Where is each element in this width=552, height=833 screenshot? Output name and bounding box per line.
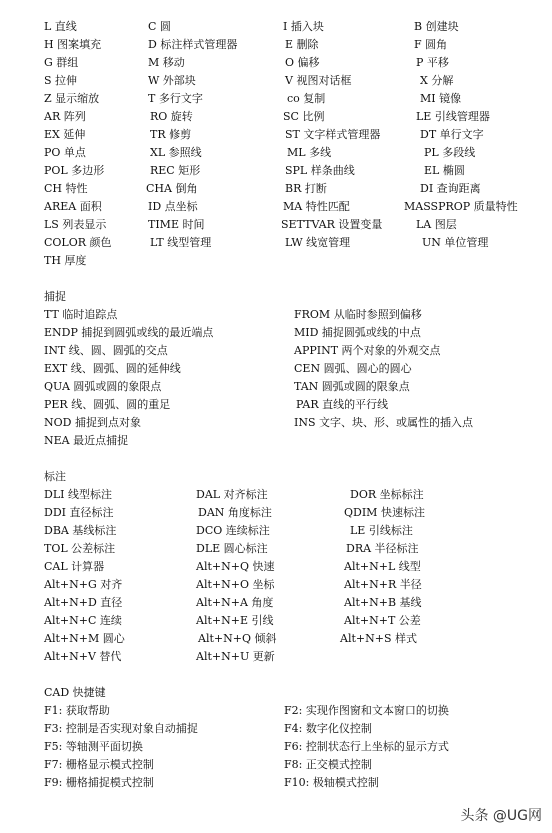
- command-item: CH 特性: [44, 182, 88, 195]
- command-item: B 创建块: [414, 20, 459, 33]
- command-item: TH 厚度: [44, 254, 87, 267]
- key-item: F1: 获取帮助: [44, 704, 110, 717]
- snap-item: APPINT 两个对象的外观交点: [294, 344, 441, 357]
- dim-item: TOL 公差标注: [44, 542, 116, 555]
- snap-item: ENDP 捕捉到圆弧或线的最近端点: [44, 326, 214, 339]
- snap-item: TT 临时追踪点: [44, 308, 118, 321]
- snap-item: TAN 圆弧或圆的限象点: [294, 380, 410, 393]
- command-item: P 平移: [416, 56, 449, 69]
- dim-item: Alt+N+T 公差: [344, 614, 421, 627]
- command-item: SC 比例: [283, 110, 325, 123]
- command-item: CHA 倒角: [146, 182, 198, 195]
- command-item: DI 查询距离: [420, 182, 481, 195]
- dim-item: Alt+N+G 对齐: [44, 578, 123, 591]
- command-item: G 群组: [44, 56, 79, 69]
- key-item: F7: 栅格显示模式控制: [44, 758, 154, 771]
- command-item: REC 矩形: [150, 164, 201, 177]
- command-item: ID 点坐标: [148, 200, 198, 213]
- command-item: M 移动: [148, 56, 185, 69]
- dim-item: Alt+N+V 替代: [44, 650, 122, 663]
- section-title-dimension: 标注: [44, 470, 66, 483]
- dim-item: DOR 坐标标注: [350, 488, 424, 501]
- snap-item: PAR 直线的平行线: [296, 398, 389, 411]
- dim-item: Alt+N+M 圆心: [44, 632, 125, 645]
- command-item: UN 单位管理: [422, 236, 489, 249]
- dim-item: Alt+N+D 直径: [44, 596, 123, 609]
- command-item: XL 参照线: [150, 146, 202, 159]
- command-item: F 圆角: [414, 38, 448, 51]
- command-item: S 拉伸: [44, 74, 78, 87]
- command-item: LA 图层: [416, 218, 457, 231]
- command-item: co 复制: [287, 92, 326, 105]
- key-item: F8: 正交模式控制: [284, 758, 372, 771]
- key-item: F9: 栅格捕捉模式控制: [44, 776, 154, 789]
- command-item: EX 延伸: [44, 128, 86, 141]
- command-item: PO 单点: [44, 146, 86, 159]
- command-item: COLOR 颜色: [44, 236, 112, 249]
- section-title-snap: 捕捉: [44, 290, 66, 303]
- command-item: TR 修剪: [150, 128, 192, 141]
- key-item: F10: 极轴模式控制: [284, 776, 379, 789]
- dim-item: Alt+N+C 连续: [44, 614, 122, 627]
- command-item: C 圆: [148, 20, 171, 33]
- snap-item: INS 文字、块、形、或属性的插入点: [294, 416, 474, 429]
- snap-item: FROM 从临时参照到偏移: [294, 308, 422, 321]
- snap-item: PER 线、圆弧、圆的重足: [44, 398, 171, 411]
- dim-item: Alt+N+O 坐标: [196, 578, 275, 591]
- key-item: F6: 控制状态行上坐标的显示方式: [284, 740, 449, 753]
- snap-item: EXT 线、圆弧、圆的延伸线: [44, 362, 181, 375]
- command-item: SETTVAR 设置变量: [281, 218, 383, 231]
- dim-item: DBA 基线标注: [44, 524, 117, 537]
- watermark: 头条 @UG网: [460, 808, 542, 824]
- command-item: LT 线型管理: [150, 236, 212, 249]
- command-item: LS 列表显示: [44, 218, 107, 231]
- command-item: V 视图对话框: [285, 74, 352, 87]
- dim-item: Alt+N+S 样式: [340, 632, 417, 645]
- command-item: E 删除: [285, 38, 319, 51]
- dim-item: Alt+N+R 半径: [344, 578, 422, 591]
- snap-item: NEA 最近点捕捉: [44, 434, 129, 447]
- dim-item: Alt+N+B 基线: [344, 596, 422, 609]
- command-item: L 直线: [44, 20, 77, 33]
- command-item: AR 阵列: [44, 110, 86, 123]
- command-item: LW 线宽管理: [285, 236, 351, 249]
- dim-item: CAL 计算器: [44, 560, 105, 573]
- dim-item: Alt+N+E 引线: [196, 614, 274, 627]
- key-item: F4: 数字化仪控制: [284, 722, 372, 735]
- dim-item: Alt+N+L 线型: [344, 560, 421, 573]
- command-item: H 图案填充: [44, 38, 102, 51]
- dim-item: DRA 半径标注: [346, 542, 419, 555]
- command-item: Z 显示缩放: [44, 92, 100, 105]
- command-item: W 外部块: [148, 74, 196, 87]
- dim-item: DLE 圆心标注: [196, 542, 268, 555]
- command-item: MASSPROP 质量特性: [404, 200, 518, 213]
- command-item: ML 多线: [287, 146, 332, 159]
- dim-item: Alt+N+U 更新: [196, 650, 275, 663]
- key-item: F3: 控制是否实现对象自动捕捉: [44, 722, 198, 735]
- dim-item: DAL 对齐标注: [196, 488, 268, 501]
- command-item: POL 多边形: [44, 164, 105, 177]
- section-title-function-keys: CAD 快捷键: [44, 686, 106, 699]
- command-item: I 插入块: [283, 20, 324, 33]
- dim-item: DDI 直径标注: [44, 506, 114, 519]
- dim-item: LE 引线标注: [350, 524, 413, 537]
- command-item: TIME 时间: [148, 218, 205, 231]
- dim-item: DLI 线型标注: [44, 488, 112, 501]
- command-item: X 分解: [420, 74, 454, 87]
- command-item: O 偏移: [285, 56, 320, 69]
- dim-item: DCO 连续标注: [196, 524, 270, 537]
- command-item: BR 打断: [285, 182, 327, 195]
- command-item: T 多行文字: [148, 92, 203, 105]
- snap-item: INT 线、圆、圆弧的交点: [44, 344, 168, 357]
- dim-item: Alt+N+Q 快速: [196, 560, 275, 573]
- command-item: PL 多段线: [424, 146, 476, 159]
- dim-item: QDIM 快速标注: [344, 506, 425, 519]
- command-item: SPL 样条曲线: [285, 164, 355, 177]
- snap-item: CEN 圆弧、圆心的圆心: [294, 362, 412, 375]
- dim-item: Alt+N+A 角度: [196, 596, 274, 609]
- command-item: AREA 面积: [44, 200, 102, 213]
- command-item: MI 镜像: [420, 92, 462, 105]
- dim-item: Alt+N+Q 倾斜: [198, 632, 277, 645]
- key-item: F5: 等轴测平面切换: [44, 740, 143, 753]
- command-item: MA 特性匹配: [283, 200, 350, 213]
- snap-item: NOD 捕捉到点对象: [44, 416, 141, 429]
- command-item: DT 单行文字: [420, 128, 484, 141]
- key-item: F2: 实现作图窗和文本窗口的切换: [284, 704, 449, 717]
- snap-item: MID 捕捉圆弧或线的中点: [294, 326, 421, 339]
- snap-item: QUA 圆弧或圆的象限点: [44, 380, 162, 393]
- command-item: D 标注样式管理器: [148, 38, 238, 51]
- command-item: ST 文字样式管理器: [285, 128, 381, 141]
- command-item: RO 旋转: [150, 110, 193, 123]
- command-item: EL 椭圆: [424, 164, 465, 177]
- command-item: LE 引线管理器: [416, 110, 490, 123]
- dim-item: DAN 角度标注: [198, 506, 272, 519]
